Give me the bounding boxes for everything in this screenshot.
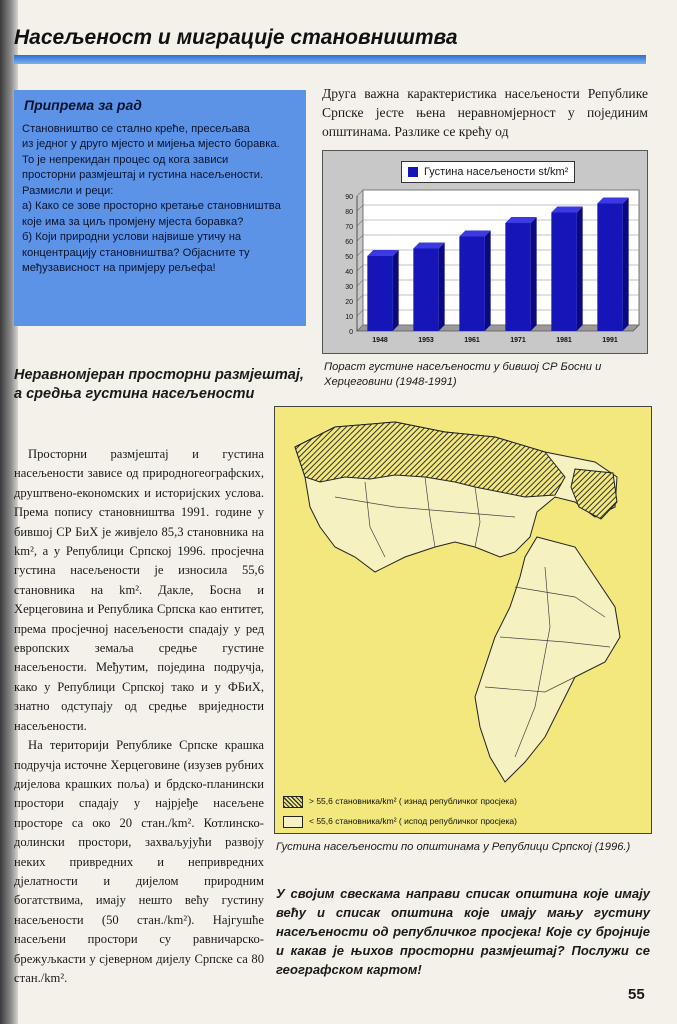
bar <box>597 204 622 332</box>
grid-line-side <box>357 205 363 211</box>
prep-line: међузависност на примјеру рељефа! <box>22 262 216 274</box>
grid-line-side <box>357 190 363 196</box>
legend-sparse-label: < 55,6 становника/km² ( испод републичког просјека) <box>309 816 517 826</box>
legend-swatch-sparse <box>283 816 303 828</box>
chart-plot <box>323 151 647 353</box>
bar-side <box>623 198 629 332</box>
x-tick-label: 1961 <box>464 337 480 344</box>
density-bar-chart <box>322 150 648 354</box>
grid-line-side <box>357 280 363 286</box>
section-heading: Неравномјеран просторни размјештај, а средња густина насељености <box>14 367 304 402</box>
y-tick-label: 90 <box>345 194 353 201</box>
grid-line-side <box>357 265 363 271</box>
bar <box>367 256 392 331</box>
map-caption: Густина насељености по општинама у Републици Српској (1996.) <box>276 841 631 853</box>
legend-dense-label: > 55,6 становника/km² ( изнад републичког просјека) <box>309 796 517 806</box>
y-tick-label: 10 <box>345 314 353 321</box>
bar-side <box>577 207 583 332</box>
x-tick-label: 1971 <box>510 337 526 344</box>
prep-line: концентрацију становништва? Објасните ту <box>22 246 250 259</box>
map-region-dense <box>571 469 617 519</box>
prep-line: а) Како се зове просторно кретање становништва <box>22 200 281 212</box>
plot-floor <box>357 325 639 331</box>
x-tick-label: 1981 <box>556 337 572 344</box>
bar <box>459 237 484 332</box>
page-title: Насељеност и миграције становништва <box>14 26 458 49</box>
preparation-box <box>14 90 306 326</box>
main-paragraph: Просторни размјештај и густина насељености зависе од природногеографских, друштвено-економских и историјских услова. Према попису становништва 1991. године у бившој СР БиХ је живјело 85,3 становника на km², а у Републици Српској 1996. просјечна густина насељености је износила 55,6 становника на km². Дакле, Босна и Херцеговина и Република Српска као ентитет, према просјечној насељености спадају у ред европских земаља средње густине насељености. Међутим, поједина подручја, како у Републици Српској тако и у ФБиХ, знатно одступају од средње вриједности насељености. <box>14 447 264 733</box>
map-legend <box>283 791 517 831</box>
bar <box>505 223 530 331</box>
y-tick-label: 30 <box>345 284 353 291</box>
grid-line-side <box>357 235 363 241</box>
prep-line: Становништво се стално креће, пресељава <box>22 122 250 135</box>
prep-line: То је непрекидан процес од кога зависи <box>22 153 229 166</box>
y-tick-label: 50 <box>345 254 353 261</box>
prep-line: б) Који природни услови највише утичу на <box>22 231 242 243</box>
preparation-box-body <box>22 122 298 277</box>
main-text <box>14 445 264 988</box>
y-tick-label: 0 <box>349 329 353 336</box>
bar <box>413 249 438 332</box>
bar <box>551 213 576 332</box>
prep-line: које има за циљ промјену мјеста боравка? <box>22 215 244 228</box>
x-tick-label: 1948 <box>372 337 388 344</box>
title-rule <box>14 55 646 64</box>
y-tick-label: 60 <box>345 239 353 246</box>
page-number: 55 <box>628 986 645 1003</box>
grid-line-side <box>357 310 363 316</box>
y-tick-label: 70 <box>345 224 353 231</box>
task-text: У својим свескама направи списак општина које имају већу и списак општина које имају мању густину насељености од републичког просјека! Које су бројније и какав је њихов просторни размјештај? Послужи се географском картом! <box>276 886 650 977</box>
y-tick-label: 80 <box>345 209 353 216</box>
map-region-sparse <box>475 537 620 782</box>
intro-paragraph: Друга важна карактеристика насељености Републике Српске јесте њена неравномјерност у појединим општинама. Разлике се крећу од <box>322 86 648 139</box>
population-density-map <box>274 406 652 834</box>
bar-side <box>531 217 537 331</box>
bar-side <box>485 231 491 332</box>
grid-line-side <box>357 220 363 226</box>
x-tick-label: 1953 <box>418 337 434 344</box>
preparation-box-title: Припрема за рад <box>24 97 142 113</box>
y-tick-label: 20 <box>345 299 353 306</box>
chart-legend-label: Густина насељености st/km² <box>424 166 569 178</box>
x-tick-label: 1991 <box>602 337 618 344</box>
bar-side <box>439 243 445 332</box>
prep-line: просторни размјештај и густина насељености. <box>22 169 264 181</box>
y-tick-label: 40 <box>345 269 353 276</box>
bar-side <box>393 250 399 331</box>
grid-line-side <box>357 250 363 256</box>
prep-line: Размисли и реци: <box>22 184 114 197</box>
grid-line-side <box>357 295 363 301</box>
legend-swatch-dense <box>283 796 303 808</box>
chart-caption: Пораст густине насељености у бившој СР Босни и Херцеговини (1948-1991) <box>324 361 602 388</box>
prep-line: из једног у друго мјесто и мијења мјесто боравка. <box>22 138 280 150</box>
main-paragraph: На територији Републике Српске крашка подручја источне Херцеговине (изузев рубних дијелова крашких поља) и брдско-планински простори спадају у најрјеђе насељене просторе са око 20 стан./km². Котлинско-долински простори, захваљујући развоју неких привредних и непривредних дјелатности и дијелом природним богатствима, имају нешто већу густину насељености (50 стан./km²). Најгушће насељени простори су равничарско-брежуљкасти у сјеверном дијелу Српске са 80 стан./km². <box>14 738 264 985</box>
map-figure <box>275 407 651 833</box>
